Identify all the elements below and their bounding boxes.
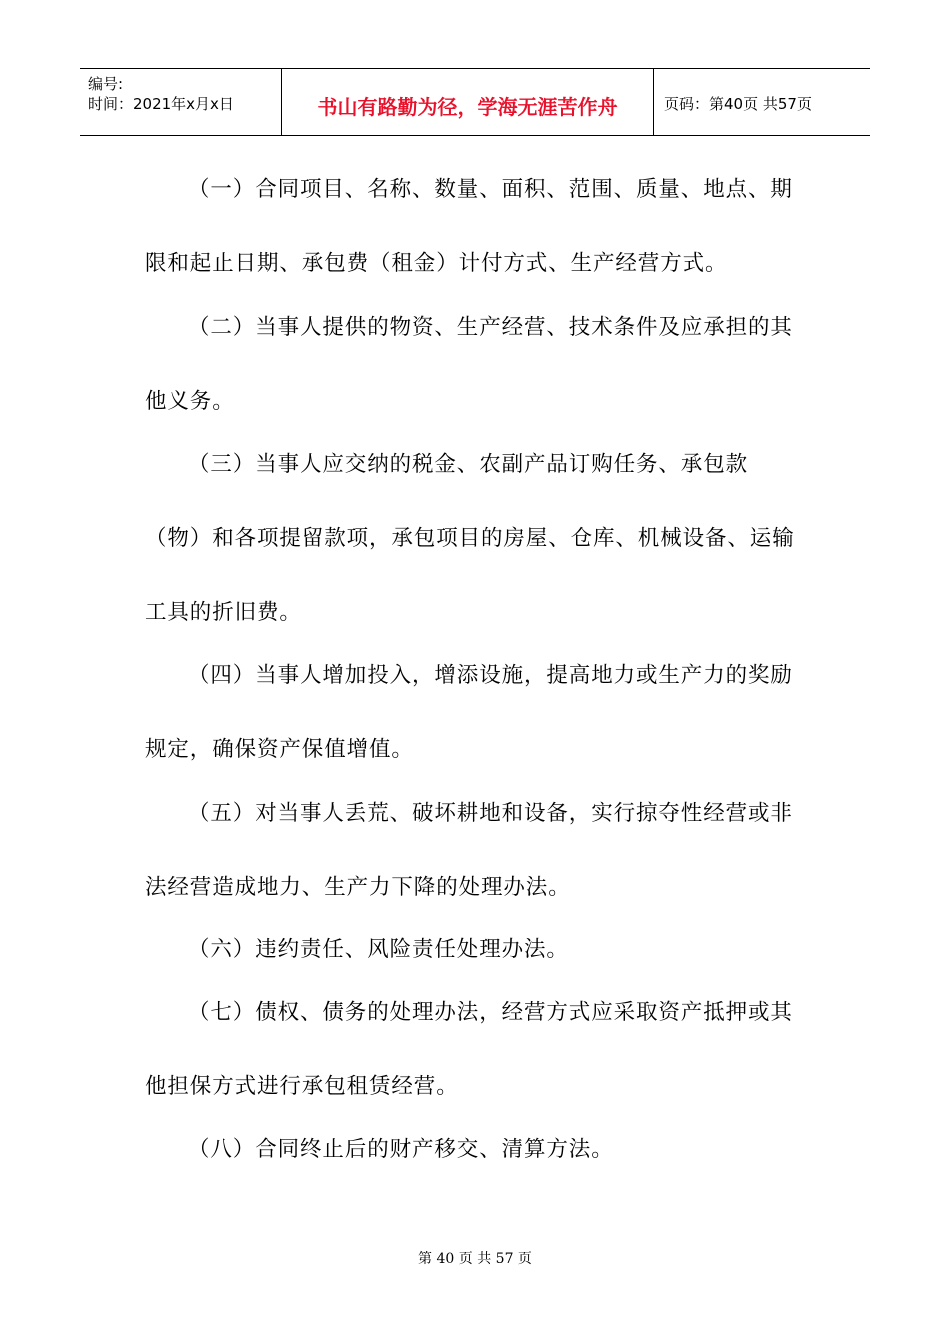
page-header (80, 68, 870, 136)
body-line: （五）对当事人丢荒、破坏耕地和设备，实行掠夺性经营或非 (188, 801, 793, 826)
body-line: （物）和各项提留款项，承包项目的房屋、仓库、机械设备、运输 (145, 526, 795, 551)
body-line: 法经营造成地力、生产力下降的处理办法。 (145, 875, 571, 900)
body-line: 他义务。 (145, 389, 235, 414)
body-line: 限和起止日期、承包费（租金）计付方式、生产经营方式。 (145, 251, 728, 276)
body-line: （三）当事人应交纳的税金、农副产品订购任务、承包款 (188, 452, 749, 477)
header-left-cell (80, 69, 282, 135)
number-label: 编号: (88, 75, 124, 93)
body-line: 规定，确保资产保值增值。 (145, 737, 414, 762)
header-motto-cell (282, 69, 654, 135)
header-right-cell (654, 69, 870, 135)
motto-text: 书山有路勤为径，学海无涯苦作舟 (317, 95, 618, 119)
body-line: 他担保方式进行承包租赁经营。 (145, 1074, 459, 1099)
page-footer: 第 40 页 共 57 页 (418, 1251, 532, 1267)
body-line: （一）合同项目、名称、数量、面积、范围、质量、地点、期 (188, 177, 793, 202)
header-page-label: 页码：第40页 共57页 (664, 95, 812, 113)
body-line: （四）当事人增加投入，增添设施，提高地力或生产力的奖励 (188, 663, 793, 688)
body-line: （二）当事人提供的物资、生产经营、技术条件及应承担的其 (188, 315, 793, 340)
body-line: （八）合同终止后的财产移交、清算方法。 (188, 1137, 614, 1162)
date-label: 时间：2021年x月x日 (88, 95, 234, 113)
body-line: （七）债权、债务的处理办法，经营方式应采取资产抵押或其 (188, 1000, 793, 1025)
body-line: 工具的折旧费。 (145, 600, 302, 625)
body-line: （六）违约责任、风险责任处理办法。 (188, 937, 569, 962)
